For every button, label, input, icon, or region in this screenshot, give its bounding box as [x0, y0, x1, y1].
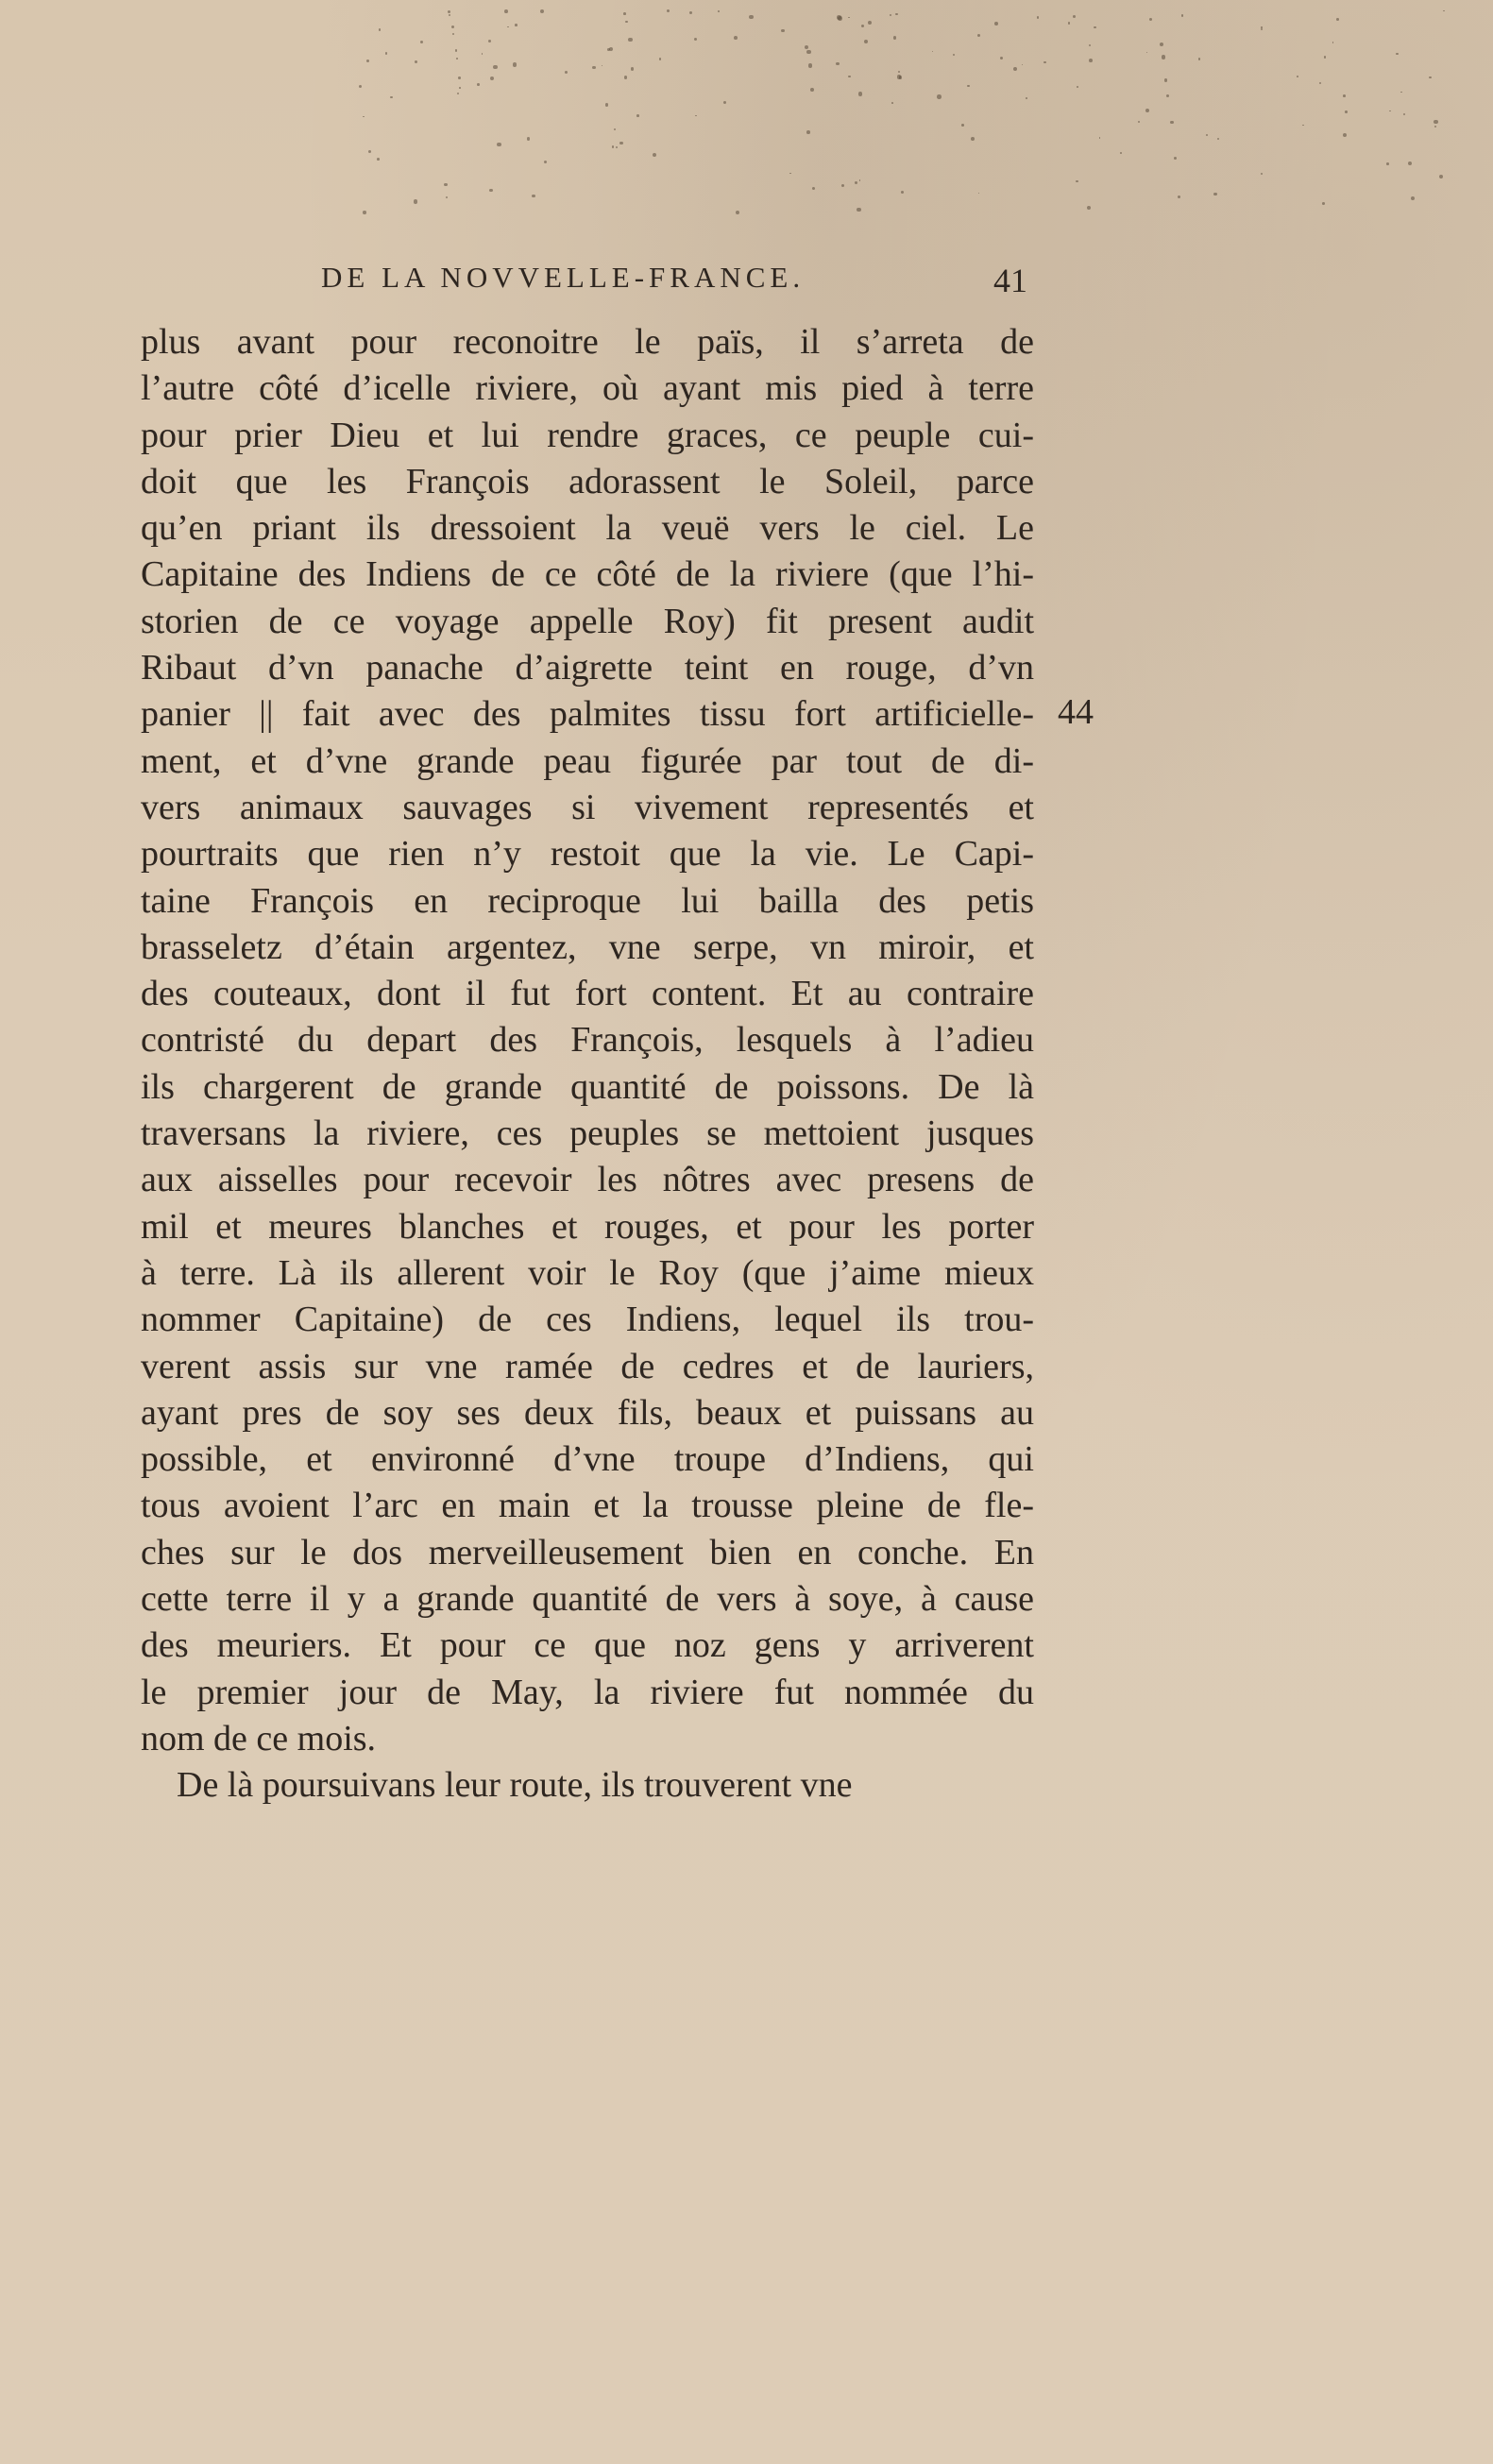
speckle: [1026, 97, 1027, 99]
speckle: [1013, 67, 1017, 71]
speckle: [1178, 195, 1180, 198]
text-line: des couteaux, dont il fut fort content. Et au contraire: [141, 974, 1034, 1014]
speckle: [1322, 202, 1325, 205]
speckle: [653, 153, 656, 157]
text-line: vers animaux sauvages si vivement representés et: [141, 787, 1034, 827]
speckle: [616, 146, 618, 148]
speckle: [806, 130, 810, 134]
speckle: [961, 124, 964, 127]
speckle: [455, 49, 458, 52]
speckle: [895, 13, 897, 15]
speckle: [477, 83, 480, 86]
speckle: [1037, 16, 1040, 19]
speckle: [1068, 22, 1070, 24]
speckle: [718, 10, 720, 12]
speckle: [631, 67, 634, 70]
speckle: [858, 92, 862, 95]
speckle: [810, 88, 814, 92]
speckle: [623, 12, 626, 15]
speckle: [890, 14, 892, 17]
speckle: [1403, 113, 1406, 116]
speckle: [899, 76, 902, 78]
speckle: [1324, 56, 1326, 58]
speckle: [448, 10, 450, 13]
speckle: [1099, 137, 1101, 139]
speckle: [841, 184, 845, 188]
speckle: [1149, 18, 1152, 21]
margin-page-reference: 44: [1058, 692, 1094, 732]
speckle: [977, 34, 980, 37]
speckle: [605, 103, 608, 106]
speckle: [602, 65, 603, 67]
speckle: [1198, 58, 1201, 60]
text-line: Ribaut d’vn panache d’aigrette teint en rouge, d’vn: [141, 648, 1034, 688]
speckle: [390, 96, 392, 98]
speckle: [694, 38, 697, 41]
speckle: [1164, 78, 1167, 81]
speckle: [723, 101, 726, 104]
text-line: ils chargerent de grande quantité de poissons. De là: [141, 1066, 1034, 1107]
speckle: [1146, 52, 1148, 54]
text-line: pour prier Dieu et lui rendre graces, ce peuple cui-: [141, 415, 1034, 455]
speckle: [1089, 44, 1091, 46]
speckle: [515, 24, 517, 26]
speckle: [1336, 18, 1339, 21]
speckle: [1170, 121, 1173, 124]
speckle: [482, 53, 484, 55]
speckle: [749, 15, 753, 19]
speckle: [420, 41, 423, 43]
speckle: [1389, 110, 1391, 112]
speckle: [1297, 76, 1298, 77]
speckle: [415, 60, 417, 63]
speckle: [1411, 196, 1415, 200]
speckle: [1145, 109, 1150, 113]
speckle: [488, 40, 491, 42]
speckle: [937, 94, 942, 99]
speckle: [805, 45, 808, 49]
speckle: [452, 33, 454, 35]
speckle: [625, 21, 628, 24]
speckle: [901, 191, 905, 195]
text-line: panier || fait avec des palmites tissu fort artificielle-: [141, 694, 1034, 735]
speckle: [497, 143, 500, 146]
text-line: verent assis sur vne ramée de cedres et de lauriers,: [141, 1346, 1034, 1386]
speckle: [659, 58, 662, 60]
speckle: [490, 76, 495, 81]
speckle: [1408, 161, 1412, 165]
speckle: [857, 208, 860, 212]
speckle: [457, 93, 459, 94]
speckle: [994, 22, 998, 25]
text-line: taine François en reciproque lui bailla des petis: [141, 880, 1034, 921]
speckle: [1396, 53, 1399, 56]
speckle: [864, 40, 868, 43]
speckle: [1089, 59, 1093, 62]
speckle: [513, 62, 517, 66]
speckle: [1443, 10, 1445, 12]
speckle: [532, 195, 534, 197]
speckle: [971, 137, 975, 141]
speckle: [624, 76, 627, 78]
speckle: [507, 26, 509, 28]
text-line: contristé du depart des François, lesquels à l’adieu: [141, 1020, 1034, 1061]
speckle: [1429, 76, 1431, 78]
speckle: [1073, 15, 1076, 18]
speckle: [544, 161, 547, 163]
text-line: cette terre il y a grande quantité de vers à soye, à cause: [141, 1579, 1034, 1620]
speckle: [628, 38, 633, 42]
speckle: [504, 9, 508, 13]
running-header: [321, 261, 1039, 308]
speckle: [527, 137, 531, 141]
text-line: storien de ce voyage appelle Roy) fit present audit: [141, 601, 1034, 641]
speckle: [1439, 175, 1443, 178]
text-line: l’autre côté d’icelle riviere, où ayant mis pied à terre: [141, 368, 1034, 409]
speckle: [1076, 180, 1077, 182]
speckle: [614, 128, 616, 130]
speckle: [458, 76, 461, 79]
text-line: possible, et environné d’vne troupe d’Indiens, qui: [141, 1439, 1034, 1480]
text-line: à terre. Là ils allerent voir le Roy (que j’aime mieux: [141, 1252, 1034, 1293]
speckle: [1206, 134, 1208, 136]
speckle: [540, 9, 544, 13]
speckle: [806, 50, 810, 54]
speckle: [1386, 162, 1389, 165]
speckle: [1332, 42, 1334, 43]
speckle: [932, 51, 934, 53]
speckle: [868, 21, 872, 25]
text-line: ches sur le dos merveilleusement bien en conche. En: [141, 1532, 1034, 1572]
speckle: [1217, 138, 1219, 140]
text-line: pourtraits que rien n’y restoit que la vie. Le Capi-: [141, 834, 1034, 875]
speckle: [734, 36, 738, 40]
speckle: [359, 85, 362, 88]
speckle: [459, 87, 461, 89]
text-line: ayant pres de soy ses deux fils, beaux et puissans au: [141, 1392, 1034, 1433]
speckle: [1160, 42, 1164, 47]
speckle: [1022, 64, 1024, 66]
running-title: DE LA NOVVELLE-FRANCE.: [321, 261, 806, 294]
speckle: [1087, 206, 1091, 210]
speckle: [385, 52, 388, 55]
speckle: [1000, 57, 1004, 60]
text-line: des meuriers. Et pour ce que noz gens y arriverent: [141, 1625, 1034, 1666]
speckle: [449, 14, 450, 16]
speckle: [898, 71, 900, 73]
speckle: [689, 11, 692, 14]
speckle: [612, 145, 614, 147]
speckle: [1400, 92, 1402, 93]
speckle: [1434, 126, 1436, 127]
speckle: [636, 114, 639, 117]
speckle: [891, 102, 893, 104]
speckle: [619, 142, 623, 145]
text-line: aux aisselles pour recevoir les nôtres avec presens de: [141, 1160, 1034, 1200]
speckle: [1174, 157, 1177, 160]
speckle: [1302, 125, 1304, 127]
speckle: [1166, 94, 1169, 97]
speckle: [1162, 55, 1165, 59]
text-line: plus avant pour reconoitre le païs, il s’arreta de: [141, 322, 1034, 362]
text-line: nom de ce mois.: [141, 1718, 377, 1759]
speckle: [695, 115, 697, 117]
speckle: [781, 29, 785, 33]
speckle: [667, 9, 670, 12]
speckle: [1343, 94, 1346, 97]
speckle: [363, 116, 365, 118]
speckle: [489, 189, 493, 193]
speckle: [592, 66, 596, 70]
speckle: [812, 187, 815, 190]
speckle: [1181, 14, 1184, 17]
speckle: [493, 65, 497, 69]
speckle: [1261, 28, 1264, 31]
speckle: [1043, 61, 1045, 63]
speckle: [377, 158, 380, 161]
text-line: qu’en priant ils dressoient la veuë vers le ciel. Le: [141, 508, 1034, 549]
speckle: [967, 85, 969, 87]
speckle: [565, 71, 568, 74]
speckle: [978, 193, 980, 195]
speckle: [836, 62, 839, 65]
speckle: [363, 211, 365, 213]
speckle: [1094, 26, 1095, 28]
speckle: [1077, 86, 1078, 88]
speckle: [366, 59, 369, 62]
text-line: brasseletz d’étain argentez, vne serpe, vn miroir, et: [141, 926, 1034, 967]
speckle: [1120, 152, 1122, 154]
speckle: [456, 58, 458, 59]
speckle: [379, 28, 381, 30]
text-line: doit que les François adorassent le Soleil, parce: [141, 461, 1034, 501]
speckle: [861, 25, 864, 27]
speckle: [859, 179, 861, 181]
speckle: [736, 211, 739, 214]
speckle: [368, 150, 371, 153]
speckle: [1138, 121, 1140, 123]
speckle: [789, 173, 791, 175]
text-line: ment, et d’vne grande peau figurée par tout de di-: [141, 740, 1034, 781]
speckle: [893, 36, 897, 40]
body-text: [141, 319, 1034, 1810]
speckle: [446, 196, 448, 198]
speckle: [1434, 120, 1437, 124]
text-line: le premier jour de May, la riviere fut nommée du: [141, 1672, 1034, 1712]
text-line: De là poursuivans leur route, ils trouverent vne: [177, 1765, 853, 1806]
speckle: [837, 15, 841, 20]
speckle: [808, 63, 812, 67]
speckle: [848, 17, 850, 19]
speckle: [953, 54, 955, 56]
text-line: nommer Capitaine) de ces Indiens, lequel ils trou-: [141, 1300, 1034, 1340]
speckle: [451, 25, 454, 28]
speckle: [848, 76, 850, 77]
speckle: [414, 199, 418, 204]
text-line: mil et meures blanches et rouges, et pour les porter: [141, 1206, 1034, 1247]
speckle: [1319, 82, 1321, 84]
speckle: [444, 183, 447, 186]
speckle: [607, 48, 610, 51]
speckle: [855, 181, 857, 184]
text-line: Capitaine des Indiens de ce côté de la riviere (que l’hi-: [141, 554, 1034, 595]
speckle: [1213, 193, 1216, 195]
speckle: [1261, 173, 1263, 175]
text-line: traversans la riviere, ces peuples se mettoient jusques: [141, 1113, 1034, 1154]
speckle: [1343, 133, 1347, 137]
speckle: [1345, 110, 1348, 113]
page-number: 41: [993, 262, 1027, 299]
text-line: tous avoient l’arc en main et la trousse pleine de fle-: [141, 1486, 1034, 1526]
